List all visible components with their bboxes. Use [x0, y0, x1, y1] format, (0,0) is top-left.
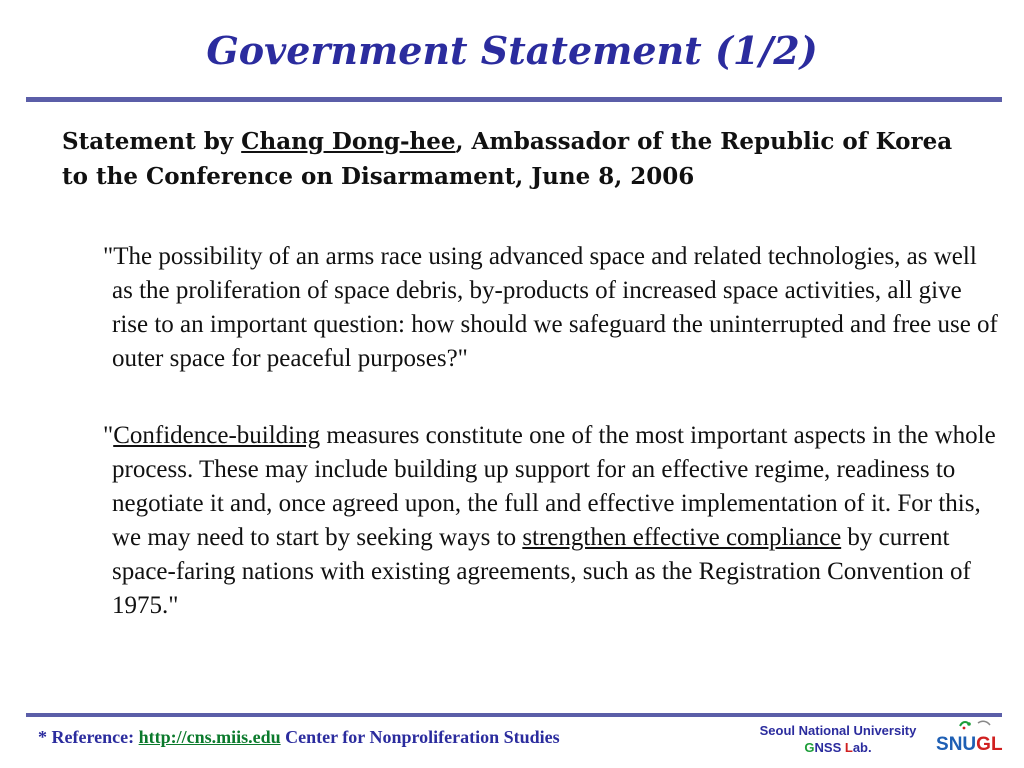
confidence-building-link: Confidence-building: [113, 422, 321, 449]
quote-2-text: [103, 419, 1002, 623]
lab-title: GNSS Lab.: [804, 740, 872, 755]
ambassador-name: Chang Dong-hee: [241, 128, 456, 155]
reference-prefix: * Reference:: [38, 727, 139, 747]
statement-heading: [62, 124, 962, 194]
quote-2-end: by current space-faring nations with existing agreements, such as the Registration Convention of 1975.": [112, 524, 971, 619]
lab-name: [748, 722, 928, 756]
heading-suffix: , Ambassador of the Republic of Korea to the Conference on Disarmament, June 8, 2006: [62, 128, 953, 190]
reference-footer: [38, 727, 560, 748]
reference-link[interactable]: http://cns.miis.edu: [138, 727, 281, 747]
quote-2: [90, 419, 1002, 623]
reference-suffix: Center for Nonproliferation Studies: [280, 727, 560, 747]
quote-2-open: ": [103, 422, 114, 449]
snugl-logo: [934, 718, 1014, 764]
slide-title: Government Statement (1/2): [206, 28, 818, 73]
heading-prefix: Statement by: [62, 128, 242, 155]
quote-2-middle: measures constitute one of the most important aspects in the whole process. These may include building up support for an effective regime, readiness to negotiate it and, once agreed upon, the full and effective implementation of it. For this, we may need to start by seeking ways to: [112, 422, 996, 551]
quote-1: [90, 240, 1002, 376]
title-divider: [26, 97, 1002, 102]
strengthen-compliance-link: strengthen effective compliance: [522, 524, 842, 551]
quote-1-text: "The possibility of an arms race using advanced space and related technologies, as well as the proliferation of space debris, by-products of increased space activities, all give rise to an important question: how should we safeguard the uninterrupted and free use of outer space for peaceful purposes?": [103, 243, 998, 372]
svg-text:SNUGL: SNUGL: [936, 734, 1003, 755]
footer-divider: [26, 713, 1002, 717]
university-name: Seoul National University: [759, 723, 917, 738]
